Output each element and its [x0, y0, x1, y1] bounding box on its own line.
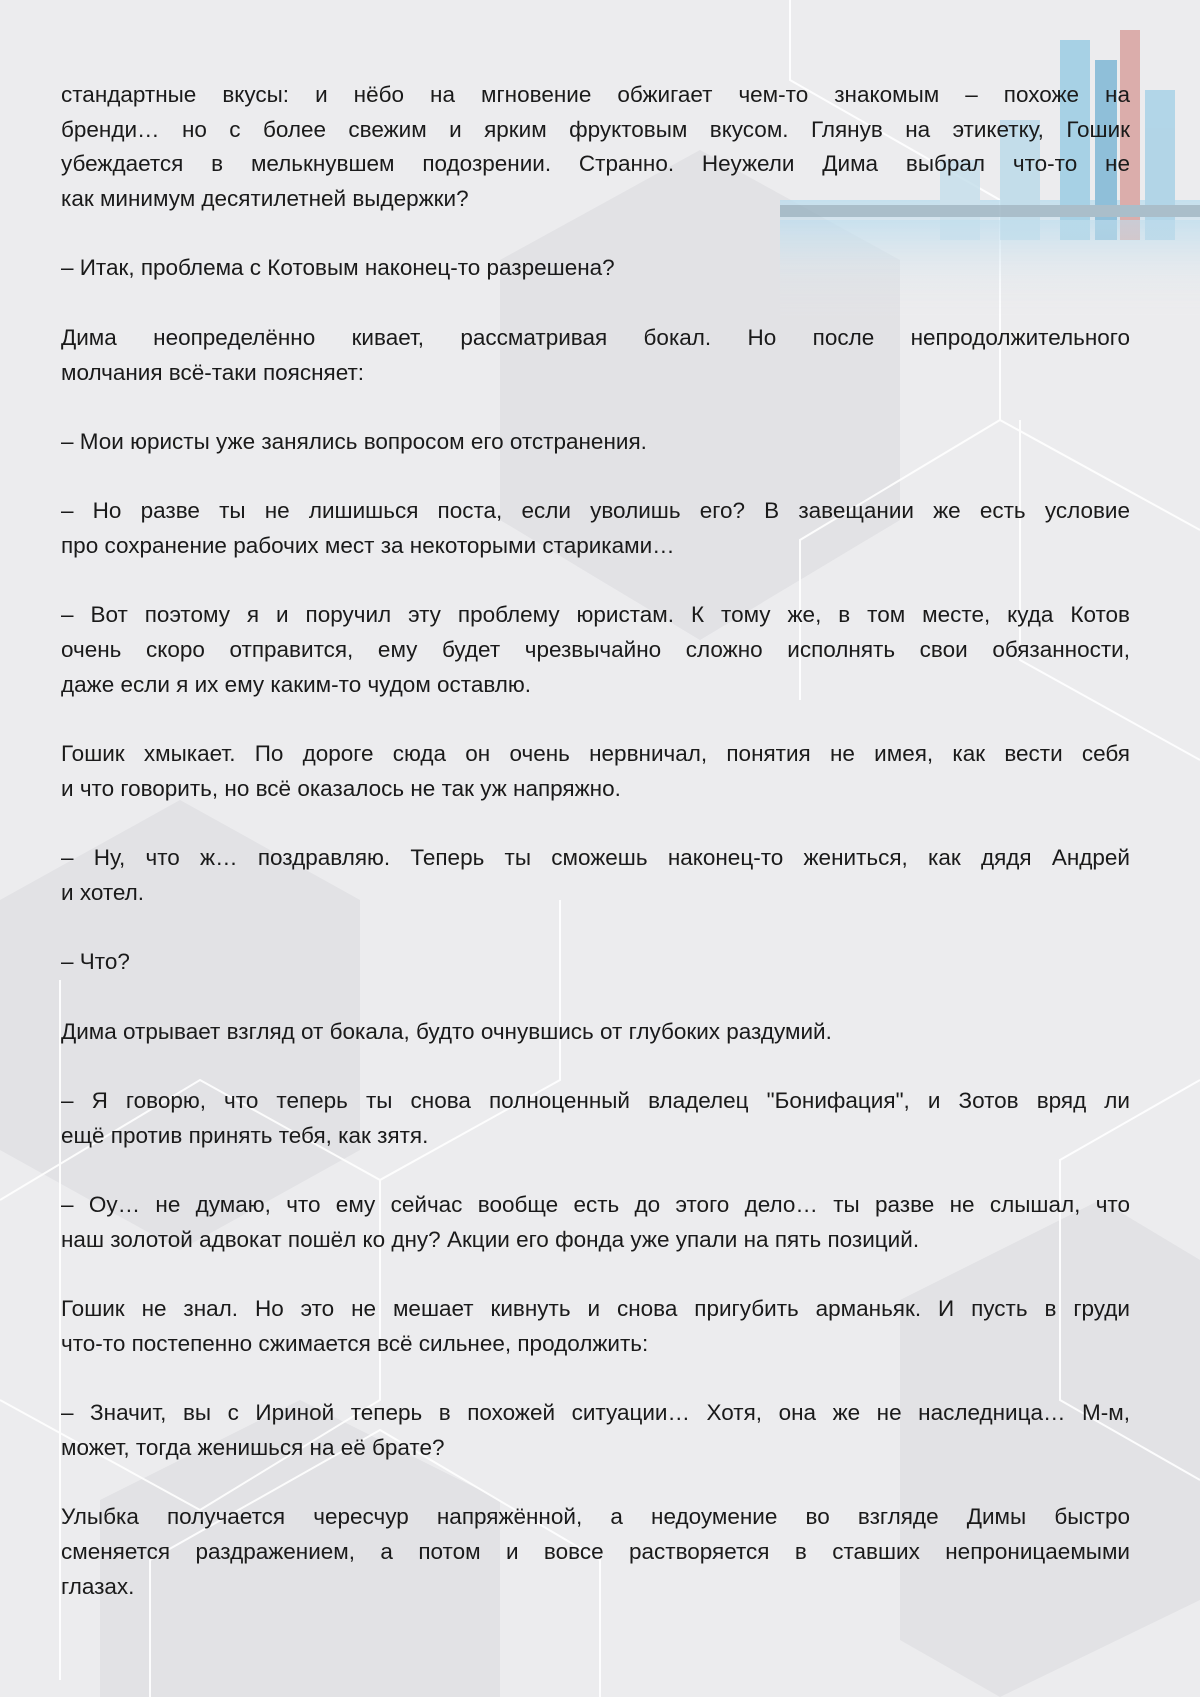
text-line: ещё против принять тебя, как зятя.	[61, 1122, 429, 1148]
paragraph	[61, 251, 1130, 286]
text-line: – Итак, проблема с Котовым наконец-то разрешена?	[61, 255, 615, 281]
text-line: убеждается в мелькнувшем подозрении. Странно. Неужели Дима выбрал что-то не	[61, 151, 1130, 177]
text-line: даже если я их ему каким-то чудом оставлю.	[61, 671, 532, 697]
text-line: – Оу… не думаю, что ему сейчас вообще есть до этого дело… ты разве не слышал, что	[61, 1192, 1130, 1217]
text-line: – Я говорю, что теперь ты снова полноценный владелец "Бонифация", и Зотов вряд ли	[61, 1087, 1130, 1113]
paragraph	[61, 737, 1130, 806]
text-line: Дима отрывает взгляд от бокала, будто очнувшись от глубоких раздумий.	[61, 1018, 832, 1044]
paragraph	[61, 1396, 1130, 1465]
text-line: Гошик хмыкает. По дороге сюда он очень нервничал, понятия не имея, как вести себя	[61, 741, 1130, 767]
text-line: про сохранение рабочих мест за некоторыми стариками…	[61, 532, 675, 558]
text-line: – Но разве ты не лишишься поста, если уволишь его? В завещании же есть условие	[61, 498, 1130, 524]
paragraph	[61, 1500, 1130, 1604]
paragraph	[61, 945, 1130, 980]
text-line: глазах.	[61, 1573, 135, 1599]
text-line: стандартные вкусы: и нёбо на мгновение обжигает чем-то знакомым – похоже на	[61, 82, 1130, 107]
text-line: очень скоро отправится, ему будет чрезвычайно сложно исполнять свои обязанности,	[61, 637, 1130, 662]
text-line: – Ну, что ж… поздравляю. Теперь ты сможешь наконец-то жениться, как дядя Андрей	[61, 845, 1130, 871]
paragraph	[61, 321, 1130, 390]
text-line: – Мои юристы уже занялись вопросом его отстранения.	[61, 428, 647, 454]
text-line: бренди… но с более свежим и ярким фруктовым вкусом. Глянув на этикетку, Гошик	[61, 116, 1130, 142]
text-line: Гошик не знал. Но это не мешает кивнуть и снова пригубить арманьяк. И пусть в груди	[61, 1296, 1130, 1322]
text-line: как минимум десятилетней выдержки?	[61, 186, 469, 212]
text-line: – Значит, вы с Ириной теперь в похожей ситуации… Хотя, она же не наследница… М-м,	[61, 1400, 1130, 1426]
text-line: молчания всё-таки поясняет:	[61, 359, 365, 385]
paragraph	[61, 841, 1130, 910]
paragraph	[61, 425, 1130, 460]
text-line: что-то постепенно сжимается всё сильнее, продолжить:	[61, 1330, 649, 1356]
text-line: и что говорить, но всё оказалось не так уж напряжно.	[61, 775, 621, 801]
paragraph	[61, 78, 1130, 217]
text-line: и хотел.	[61, 879, 145, 905]
paragraph	[61, 1084, 1130, 1153]
text-line: Дима неопределённо кивает, рассматривая бокал. Но после непродолжительного	[61, 324, 1130, 350]
text-line: – Что?	[61, 949, 130, 975]
text-line: Улыбка получается чересчур напряжённой, а недоумение во взгляде Димы быстро	[61, 1504, 1130, 1530]
text-line: – Вот поэтому я и поручил эту проблему юристам. К тому же, в том месте, куда Котов	[61, 602, 1130, 628]
paragraph	[61, 1188, 1130, 1257]
paragraph	[61, 1015, 1130, 1050]
text-line: наш золотой адвокат пошёл ко дну? Акции его фонда уже упали на пять позиций.	[61, 1226, 920, 1252]
text-line: может, тогда женишься на её брате?	[61, 1434, 445, 1460]
paragraph	[61, 1292, 1130, 1361]
document-body	[61, 78, 1130, 1639]
paragraph	[61, 494, 1130, 563]
text-line: сменяется раздражением, а потом и вовсе растворяется в ставших непроницаемыми	[61, 1538, 1130, 1564]
paragraph	[61, 598, 1130, 702]
